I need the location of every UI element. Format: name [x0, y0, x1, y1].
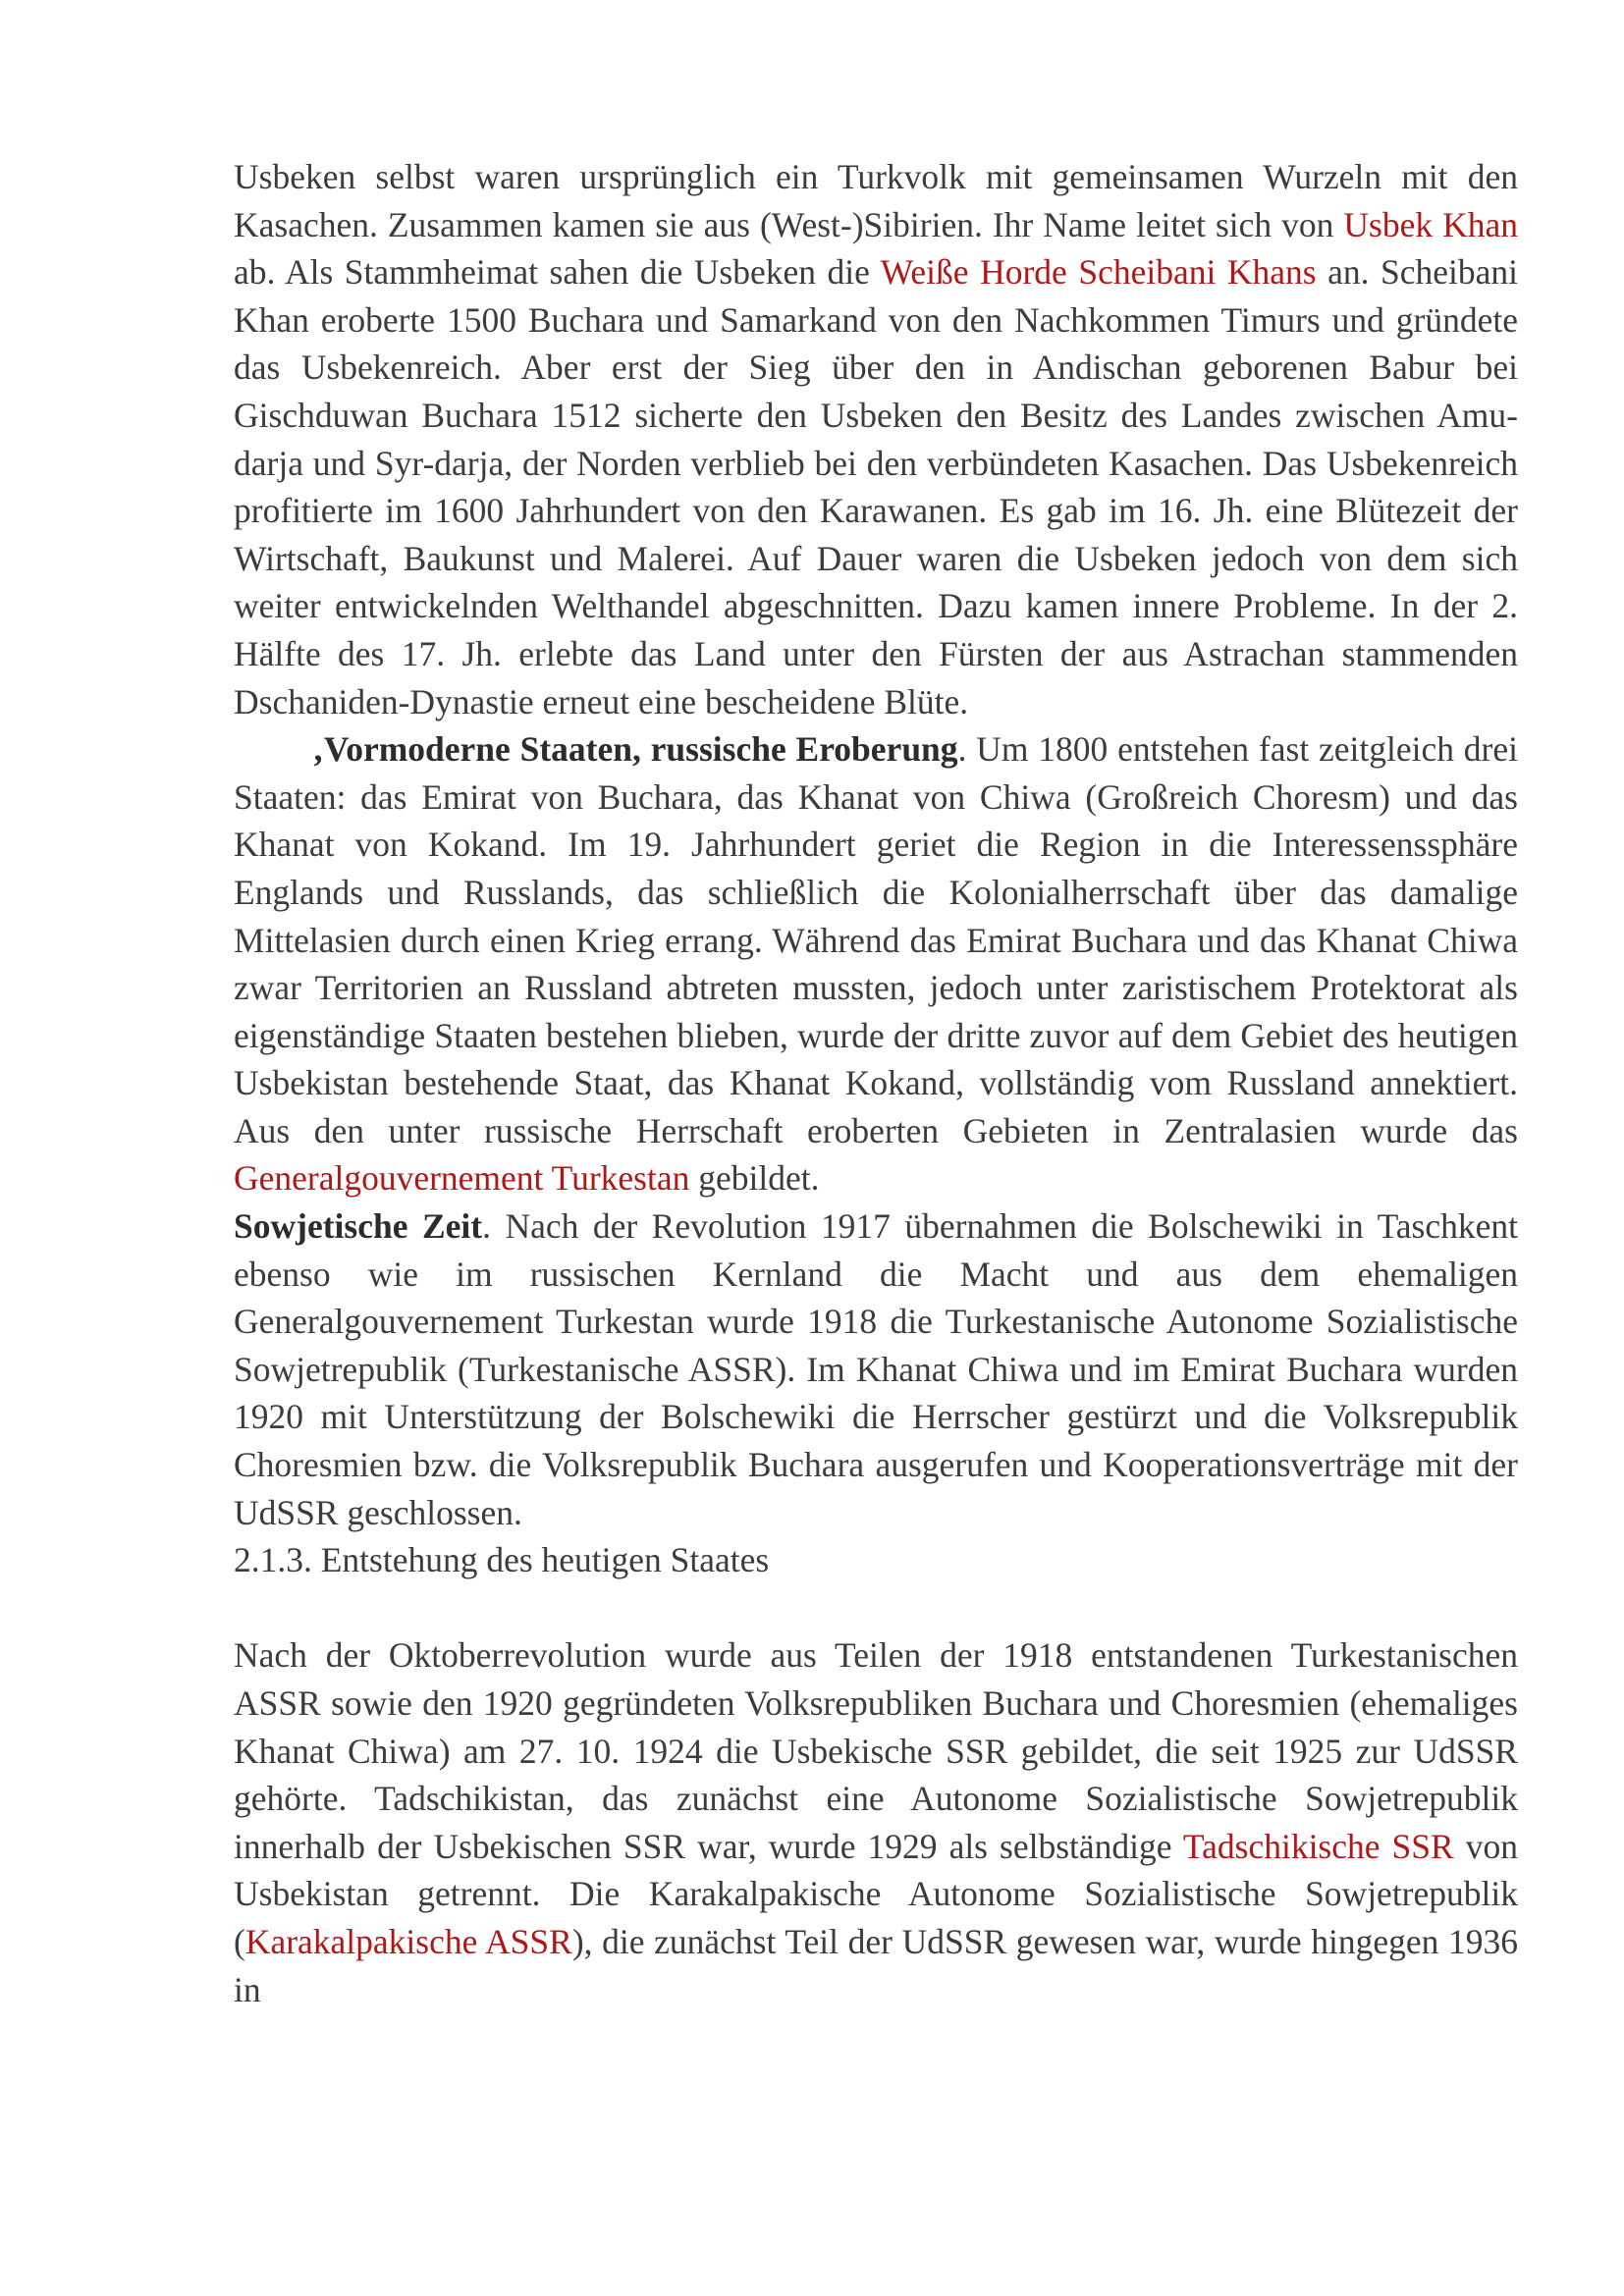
paragraph-vormoderne-staaten: [234, 725, 1518, 1202]
link-karakalpakische-assr[interactable]: Karakalpakische ASSR: [244, 1921, 572, 1961]
paragraph-entstehung: [234, 1631, 1518, 2013]
text-run: gebildet.: [689, 1158, 820, 1199]
text-run: Nach der Oktoberrevolution wurde aus Teilen der 1918 entstandenen Turkestanischen ASSR sowie den 1920 gegründeten Volksrepubliken Buchara und Choresmien (ehemaliges Khanat Chiwa) am 27. 10. 1924 die Usbekische SSR gebildet, die seit 1925 zur UdSSR gehörte. Tadschikistan, das zunächst eine Autonome Sozialistische Sowjetrepublik innerhalb der Usbekischen SSR war, wurde 1929 als selbständige: [234, 1635, 1518, 1866]
link-usbek-khan[interactable]: Usbek Khan: [1343, 204, 1518, 244]
text-run: von Usbekistan getrennt. Die Karakalpakische Autonome Sozialistische Sowjetrepublik (: [234, 1826, 1519, 1961]
paragraph-sowjetische-zeit: [234, 1202, 1518, 1536]
paragraph-heading: ‚Vormoderne Staaten, russische Eroberung: [312, 729, 958, 770]
text-run: ab. Als Stammheimat sahen die Usbeken die: [234, 252, 881, 293]
text-run: . Um 1800 entstehen fast zeitgleich drei Staaten: das Emirat von Buchara, das Khanat von Chiwa (Großreich Choresm) und das Khanat von Kokand. Im 19. Jahrhundert geriet die Region in die Interessenssphäre Englands und Russlands, das schließlich die Kolonialherrschaft über das damalige Mittelasien durch einen Krieg errang. Während das Emirat Buchara und das Khanat Chiwa zwar Territorien an Russland abtreten mussten, jedoch unter zaristischem Protektorat als eigenständige Staaten bestehen blieben, wurde der dritte zuvor auf dem Gebiet des heutigen Usbekistan bestehende Staat, das Khanat Kokand, vollständig vom Russland annektiert. Aus den unter russische Herrschaft eroberten Gebieten in Zentralasien wurde das: [234, 729, 1518, 1150]
link-generalgouvernement-turkestan[interactable]: Generalgouvernement Turkestan: [234, 1158, 690, 1199]
section-heading: 2.1.3. Entstehung des heutigen Staates: [234, 1540, 770, 1580]
link-tadschikische-ssr[interactable]: Tadschikische SSR: [1182, 1826, 1454, 1866]
text-run: . Nach der Revolution 1917 übernahmen die Bolschewiki in Taschkent ebenso wie im russischen Kernland die Macht und aus dem ehemaligen Generalgouvernement Turkestan wurde 1918 die Turkestanische Autonome Sozialistische Sowjetrepublik (Turkestanische ASSR). Im Khanat Chiwa und im Emirat Buchara wurden 1920 mit Unterstützung der Bolschewiki die Herrscher gestürzt und die Volksrepublik Choresmien bzw. die Volksrepublik Buchara ausgerufen und Kooperationsverträge mit der UdSSR geschlossen.: [234, 1206, 1518, 1532]
text-run: an. Scheibani Khan eroberte 1500 Buchara und Samarkand von den Nachkommen Timurs und gründete das Usbekenreich. Aber erst der Sieg über den in Andischan geborenen Babur bei Gischduwan Buchara 1512 sicherte den Usbeken den Besitz des Landes zwischen Amu-darja und Syr-darja, der Norden verblieb bei den verbündeten Kasachen. Das Usbekenreich profitierte im 1600 Jahrhundert von den Karawanen. Es gab im 16. Jh. eine Blütezeit der Wirtschaft, Baukunst und Malerei. Auf Dauer waren die Usbeken jedoch von dem sich weiter entwickelnden Welthandel abgeschnitten. Dazu kamen innere Probleme. In der 2. Hälfte des 17. Jh. erlebte das Land unter den Fürsten der aus Astrachan stammenden Dschaniden-Dynastie erneut eine bescheidene Blüte.: [234, 252, 1518, 721]
document-page: [234, 153, 1518, 2013]
text-run: Usbeken selbst waren ursprünglich ein Turkvolk mit gemeinsamen Wurzeln mit den Kasachen. Zusammen kamen sie aus (West-)Sibirien. Ihr Name leitet sich von: [234, 157, 1518, 244]
link-weisse-horde[interactable]: Weiße Horde Scheibani Khans: [880, 252, 1317, 293]
text-run: ), die zunächst Teil der UdSSR gewesen war, wurde hingegen 1936 in: [234, 1921, 1518, 2009]
paragraph-heading: Sowjetische Zeit: [234, 1206, 483, 1247]
paragraph-usbeken-origins: [234, 153, 1518, 725]
